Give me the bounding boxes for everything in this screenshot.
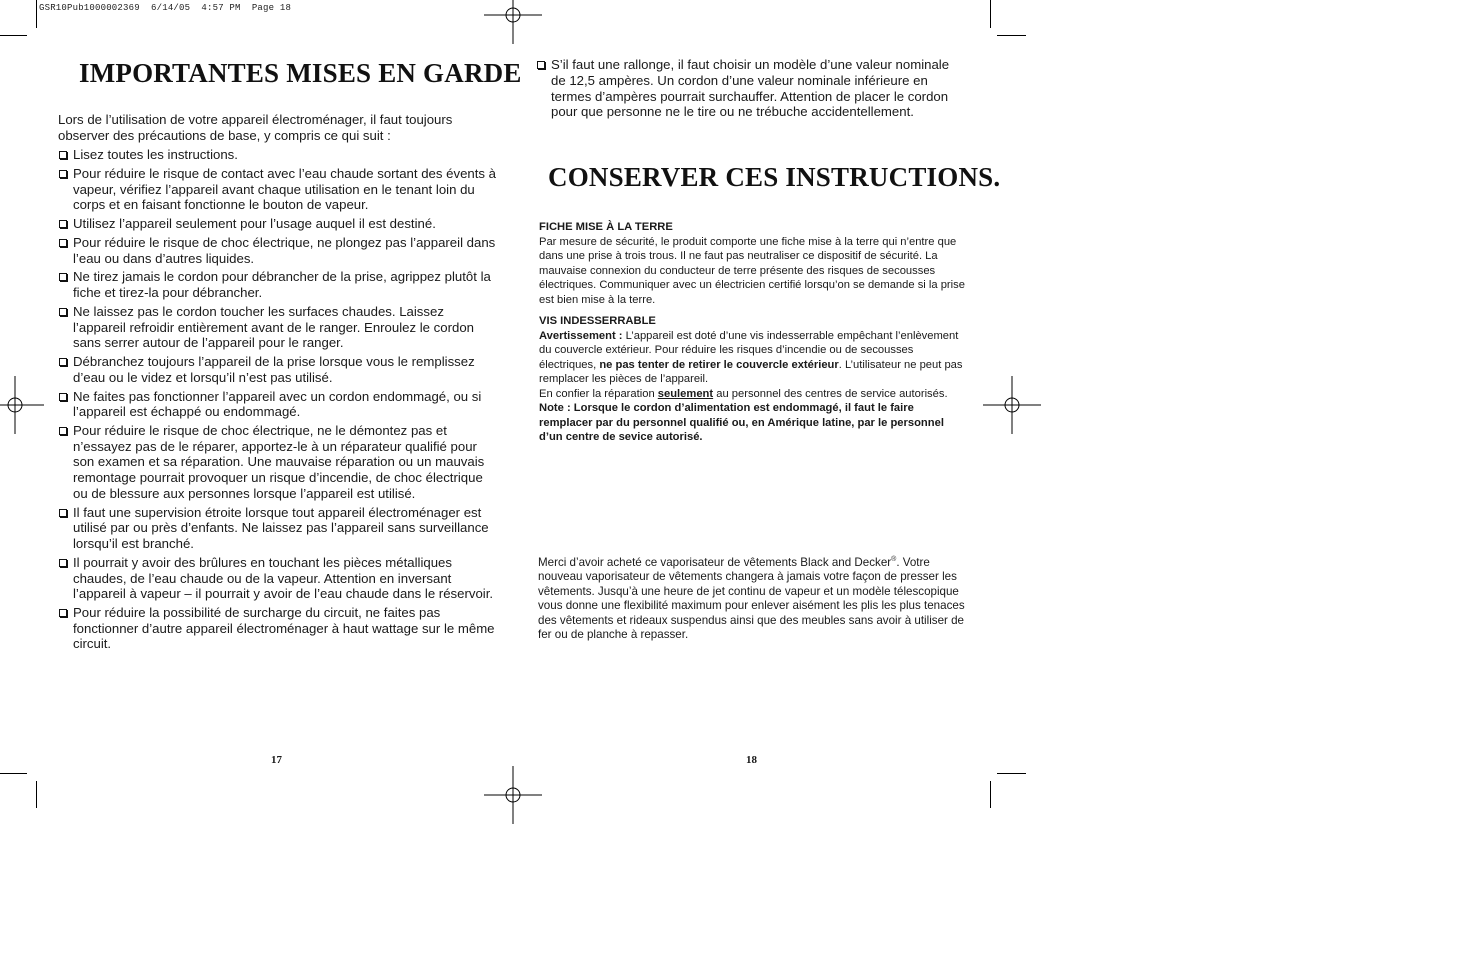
crop-mark: [36, 0, 37, 28]
checkbox-bullet-icon: [59, 427, 67, 435]
page-title-safeguards: IMPORTANTES MISES EN GARDE: [79, 58, 522, 88]
grounded-plug-section: [539, 220, 969, 307]
checkbox-bullet-icon: [59, 220, 67, 228]
crop-mark: [990, 0, 991, 28]
list-item-text: Il faut une supervision étroite lorsque tout appareil électroménager est utilisé par ou près d’enfants. Ne laissez pas l’appareil sans surveillance lorsqu’il est branché.: [73, 504, 489, 552]
note-paragraph: Note : Lorsque le cordon d’alimentation est endommagé, il faut le faire remplacer par du personnel qualifié ou, en Amérique latine, par le personnel d’un centre de sevice autorisé.: [539, 402, 944, 443]
list-item-text: Ne laissez pas le cordon toucher les surfaces chaudes. Laissez l’appareil refroidir entièrement avant de le ranger. Enroulez le cordon sans serrer autour de l’appareil pour le ranger.: [73, 303, 474, 351]
tamper-screw-section: [539, 314, 969, 445]
list-item: [58, 269, 498, 300]
intro-paragraph: Lors de l’utilisation de votre appareil électroménager, il faut toujours observer des précautions de base, y compris ce qui suit :: [58, 112, 453, 143]
list-item-text: Ne faites pas fonctionner l’appareil avec un cordon endommagé, ou si l’appareil est échappé ou endommagé.: [73, 388, 482, 420]
list-item: [58, 423, 498, 502]
list-item-text: S’il faut une rallonge, il faut choisir un modèle d’une valeur nominale de 12,5 ampères. Un cordon d’une valeur nominale inférieure en termes d’ampères pourrait surchauffer. Attention de placer le cordon pour que personne ne le tire ou ne trébuche accidentellement.: [551, 57, 950, 120]
repair-text: En confier la réparation: [539, 387, 658, 400]
warning-label: Avertissement :: [539, 329, 623, 342]
checkbox-bullet-icon: [59, 151, 67, 159]
checkbox-bullet-icon: [59, 170, 67, 178]
thanks-text: . Votre nouveau vaporisateur de vêtements changera à jamais votre façon de presser les vêtements. Jusqu’à une heure de jet continu de vapeur et un modèle télescopique vous donne une flexibilité maximum pour enlever aisément les plis les plus tenaces des vêtements et rideaux suspendus ainsi que des meubles sans avoir à utiliser de fer ou de planche à repasser.: [538, 555, 965, 642]
list-item: [58, 505, 498, 552]
checkbox-bullet-icon: [59, 273, 67, 281]
crop-mark: [0, 773, 27, 774]
list-item: [58, 147, 498, 163]
checkbox-bullet-icon: [59, 609, 67, 617]
checkbox-bullet-icon: [59, 358, 67, 366]
crop-mark: [997, 35, 1026, 36]
list-item-text: Pour réduire le risque de contact avec l’eau chaude sortant des évents à vapeur, vérifiez l’appareil avant chaque utilisation en le tenant loin du corps et en faisant fonctionne le bouton de vapeur.: [73, 165, 496, 213]
repair-paragraph: [539, 387, 969, 402]
repair-underlined-text: seulement: [657, 387, 714, 400]
page-title-save-instructions: CONSERVER CES INSTRUCTIONS.: [548, 162, 1001, 192]
safeguard-list: [58, 147, 498, 655]
checkbox-bullet-icon: [59, 239, 67, 247]
list-item-text: Il pourrait y avoir des brûlures en touchant les pièces métalliques chaudes, de l’eau chaude ou de la vapeur. Attention en inversant l’appareil à vapeur – il pourrait y avoir de l’eau chaude dans le réservoir.: [73, 554, 494, 602]
safeguard-list-continued: [536, 57, 966, 123]
crop-mark: [990, 781, 991, 808]
thank-you-paragraph: [538, 553, 973, 643]
print-slug: GSR10Pub1000002369 6/14/05 4:57 PM Page 18: [39, 3, 292, 13]
list-item: [58, 166, 498, 213]
list-item: [58, 235, 498, 266]
page-number-right: 18: [746, 754, 757, 766]
list-item: [58, 354, 498, 385]
checkbox-bullet-icon: [59, 308, 67, 316]
list-item-text: Débranchez toujours l’appareil de la prise lorsque vous le remplissez d’eau ou le videz et lorsqu’il n’est pas utilisé.: [73, 354, 475, 385]
registration-mark-icon: [484, 0, 542, 44]
list-item-text: Lisez toutes les instructions.: [73, 147, 238, 162]
warning-bold-text: ne pas tenter de retirer le couvercle extérieur: [599, 358, 839, 371]
list-item-text: Pour réduire le risque de choc électrique, ne le démontez pas et n’essayez pas de le réparer, apportez-le à un réparateur qualifié pour son examen et sa réparation. Une mauvaise réparation ou un mauvais remontage pourrait provoquer un risque d’incendie, de choc électrique ou de blessure aux personnes lorsque l’appareil est utilisé.: [73, 423, 485, 501]
list-item: [58, 555, 498, 602]
list-item-text: Pour réduire le risque de choc électrique, ne plongez pas l’appareil dans l’eau ou dans d’autres liquides.: [73, 234, 496, 266]
checkbox-bullet-icon: [59, 559, 67, 567]
thanks-text: Merci d’avoir acheté ce vaporisateur de vêtements Black and Decker: [538, 555, 892, 569]
registration-mark-icon: [484, 766, 542, 824]
repair-text: au personnel des centres de service autorisés.: [713, 387, 948, 400]
list-item: [58, 605, 498, 652]
list-item-text: Ne tirez jamais le cordon pour débrancher de la prise, agrippez plutôt la fiche et tirez-la pour débrancher.: [73, 269, 491, 300]
crop-mark: [0, 35, 27, 36]
crop-mark: [997, 773, 1026, 774]
section-heading: VIS INDESSERRABLE: [539, 315, 656, 327]
list-item: [536, 57, 966, 120]
checkbox-bullet-icon: [59, 393, 67, 401]
page-number-left: 17: [271, 754, 282, 766]
list-item: [58, 389, 498, 420]
registered-mark: ®: [891, 556, 897, 563]
warning-paragraph: [539, 329, 969, 387]
registration-mark-icon: [0, 376, 44, 434]
warning-text: . L’utilisateur ne peut pas remplacer les pièces de l’appareil.: [539, 358, 963, 385]
checkbox-bullet-icon: [537, 61, 545, 69]
registration-mark-icon: [983, 376, 1041, 434]
checkbox-bullet-icon: [59, 509, 67, 517]
warning-text: L’appareil est doté d’une vis indesserrable empêchant l’enlèvement du couvercle extérieur. Pour réduire les risques d’incendie ou de secousses électriques,: [539, 329, 959, 371]
list-item: [58, 304, 498, 351]
crop-mark: [36, 781, 37, 808]
section-heading: FICHE MISE À LA TERRE: [539, 221, 673, 233]
list-item: [58, 216, 498, 232]
section-text: Par mesure de sécurité, le produit comporte une fiche mise à la terre qui n’entre que dans une prise à trois trous. Il ne faut pas neutraliser ce dispositif de sécurité. La mauvaise connexion du conducteur de terre présente des risques de secousses électriques. Communiquer avec un électricien certifié lorsqu’on se demande si la prise est bien mise à la terre.: [539, 235, 965, 306]
list-item-text: Utilisez l’appareil seulement pour l’usage auquel il est destiné.: [73, 216, 436, 231]
list-item-text: Pour réduire la possibilité de surcharge du circuit, ne faites pas fonctionner d’autre appareil électroménager à haut wattage sur le même circuit.: [73, 605, 495, 652]
